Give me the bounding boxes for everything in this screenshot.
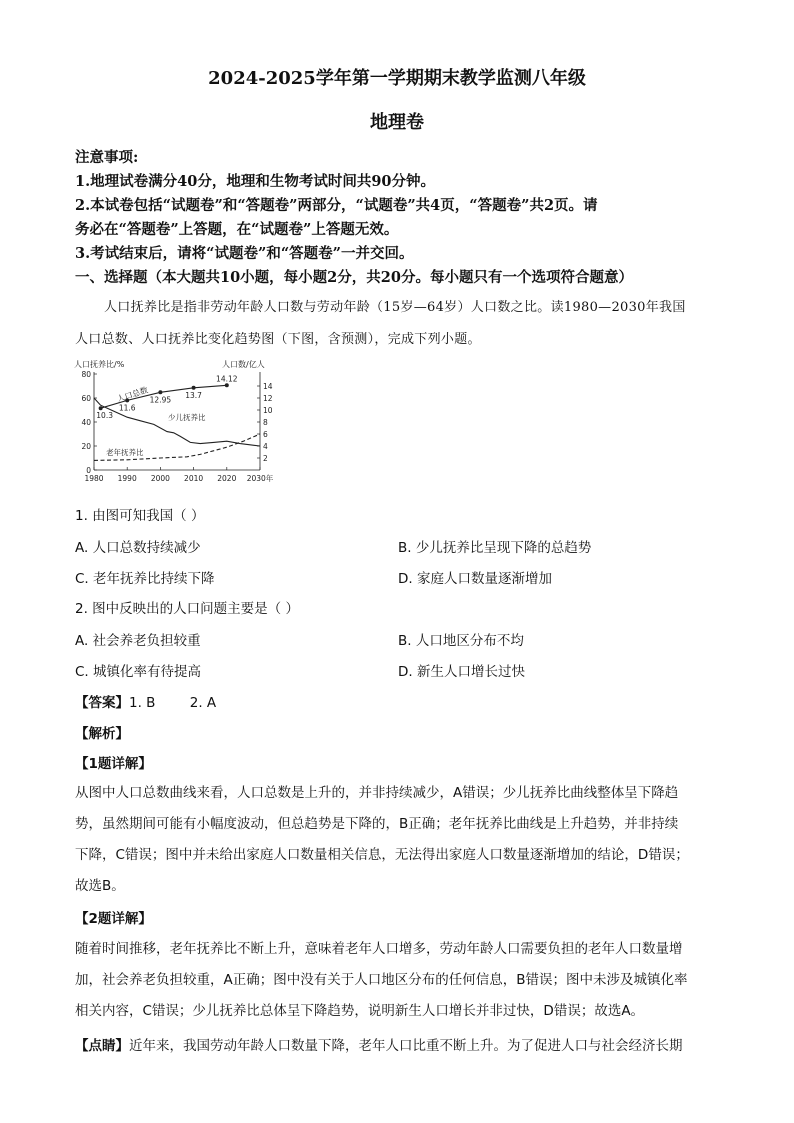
data-label: 11.6 [118, 403, 136, 413]
data-label: 14.12 [216, 374, 238, 384]
notice-heading: 注意事项: [75, 149, 139, 166]
y-right-tick-label: 10 [263, 406, 273, 415]
detail2-line: 随着时间推移，老年抚养比不断上升，意味着老年人口增多，劳动年龄人口需要负担的老年人口数量增 [75, 941, 683, 957]
option-c: C. 老年抚养比持续下降 [75, 571, 215, 587]
y-left-tick-label: 80 [81, 370, 91, 379]
page-title: 2024-2025学年第一学期期末教学监测八年级 [208, 68, 586, 89]
data-point [192, 386, 196, 390]
detail1-line: 势，虽然期间可能有小幅度波动，但总趋势是下降的，B正确；老年抚养比曲线是上升趋势，并非持续 [75, 816, 679, 832]
detail2-tag: 【2题详解】 [75, 911, 152, 927]
data-label: 13.7 [185, 390, 202, 400]
population-chart [72, 356, 302, 488]
detail1-body [75, 778, 720, 902]
detail2-line: 加，社会养老负担较重，A正确；图中没有关于人口地区分布的任何信息，B错误；图中未涉及城镇化率 [75, 972, 688, 988]
y-left-tick-label: 0 [86, 466, 91, 475]
page-subtitle: 地理卷 [370, 112, 424, 133]
x-tick-label: 2030年 [246, 474, 274, 483]
comment-text: 近年来，我国劳动年龄人口数量下降，老年人口比重不断上升。为了促进人口与社会经济长期 [129, 1038, 683, 1054]
x-tick-label: 1990 [117, 474, 137, 483]
x-tick-label: 1980 [84, 474, 104, 483]
detail1-line: 下降，C错误；图中并未给出家庭人口数量相关信息，无法得出家庭人口数量逐渐增加的结论，D错误； [75, 847, 689, 863]
option-d: D. 新生人口增长过快 [398, 664, 525, 680]
series-name-label: 少儿抚养比 [168, 413, 206, 422]
question-stem: 2. 图中反映出的人口问题主要是（ ） [75, 601, 299, 617]
option-c: C. 城镇化率有待提高 [75, 664, 202, 680]
y-left-tick-label: 60 [81, 394, 91, 403]
detail2-body [75, 934, 720, 1027]
data-point [99, 406, 103, 410]
notice-item: 3.考试结束后，请将“试题卷”和“答题卷”一并交回。 [75, 245, 414, 262]
detail2-line: 相关内容，C错误；少儿抚养比总体呈下降趋势，说明新生人口增长并非过快，D错误；故选A。 [75, 1003, 645, 1019]
y-left-tick-label: 40 [81, 418, 91, 427]
notice-item: 务必在“答题卷”上答题，在“试题卷”上答题无效。 [75, 221, 399, 238]
y-right-tick-label: 4 [263, 442, 268, 451]
question-stem: 1. 由图可知我国（ ） [75, 508, 205, 524]
y-left-title: 人口抚养比/% [74, 360, 125, 369]
y-right-tick-label: 12 [263, 394, 273, 403]
intro-text: 人口抚养比是指非劳动年龄人口数与劳动年龄（15岁—64岁）人口数之比。读1980—2030年我国 [104, 300, 686, 315]
intro-text: 人口总数、人口抚养比变化趋势图（下图，含预测），完成下列小题。 [75, 332, 481, 347]
y-right-tick-label: 8 [263, 418, 268, 427]
y-right-tick-label: 6 [263, 430, 268, 439]
data-point [158, 390, 162, 394]
detail1-tag: 【1题详解】 [75, 756, 152, 772]
data-point [225, 383, 229, 387]
data-label: 12.95 [149, 395, 172, 405]
option-a: A. 社会养老负担较重 [75, 633, 201, 649]
x-tick-label: 2020 [217, 474, 237, 483]
y-right-tick-label: 14 [263, 382, 273, 391]
detail1-line: 故选B。 [75, 878, 125, 894]
option-d: D. 家庭人口数量逐渐增加 [398, 571, 552, 587]
notice-item: 1.地理试卷满分40分，地理和生物考试时间共90分钟。 [75, 173, 435, 190]
option-b: B. 人口地区分布不均 [398, 633, 524, 649]
x-tick-label: 2000 [150, 474, 170, 483]
data-label: 10.3 [96, 411, 113, 421]
option-a: A. 人口总数持续减少 [75, 540, 201, 556]
detail1-line: 从图中人口总数曲线来看，人口总数是上升的，并非持续减少，A错误；少儿抚养比曲线整体呈下降趋 [75, 785, 679, 801]
x-tick-label: 2010 [184, 474, 204, 483]
comment-line [75, 1034, 683, 1054]
analysis-tag: 【解析】 [75, 726, 129, 742]
y-left-tick-label: 20 [81, 442, 91, 451]
series-name-label: 老年抚养比 [106, 448, 144, 457]
option-b: B. 少儿抚养比呈现下降的总趋势 [398, 540, 592, 556]
answer-line [75, 691, 216, 711]
y-right-tick-label: 2 [263, 454, 268, 463]
answer-tag: 【答案】 [75, 695, 129, 711]
answer-text: 1. B 2. A [129, 695, 217, 711]
section-heading: 一、选择题（本大题共10小题，每小题2分，共20分。每小题只有一个选项符合题意） [75, 269, 633, 286]
comment-tag: 【点睛】 [75, 1038, 129, 1054]
y-right-title: 人口数/亿人 [222, 360, 265, 369]
series-name-label: 人口总数 [115, 385, 150, 404]
notice-item: 2.本试卷包括“试题卷”和“答题卷”两部分，“试题卷”共4页，“答题卷”共2页。请 [75, 197, 598, 214]
